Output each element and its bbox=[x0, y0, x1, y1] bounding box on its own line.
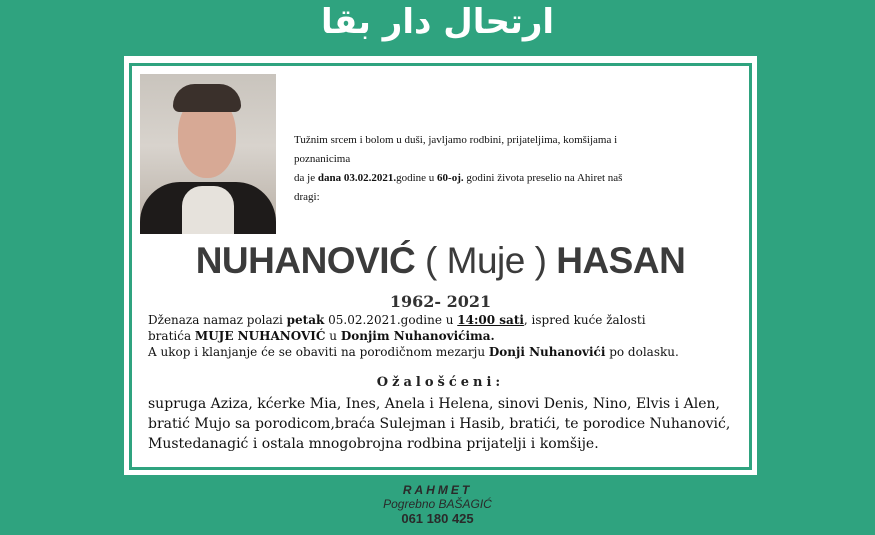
deceased-photo bbox=[140, 74, 276, 234]
funeral-details: Dženaza namaz polazi petak 05.02.2021.godine u 14:00 sati, ispred kuće žalosti bratića MUJE NUHANOVIĆ u Donjim Nuhanovićima. A ukop i klanjanje će se obaviti na porodičnom mezarju Donji Nuhanovići po dolasku. bbox=[148, 313, 679, 359]
deceased-nickname: ( Muje ) bbox=[425, 240, 547, 281]
announcement-text: Tužnim srcem i bolom u duši, javljamo rodbini, prijateljima, komšijama i poznanicima da je dana 03.02.2021.godine u 60-oj. godini života preselio na Ahiret naš dragi: bbox=[294, 134, 623, 203]
footer bbox=[0, 483, 875, 527]
arabic-header: ارتحال دار بقا bbox=[320, 2, 555, 42]
life-years: 1962- 2021 bbox=[389, 292, 492, 311]
obituary-card bbox=[124, 56, 757, 475]
phone-number: 061 180 425 bbox=[401, 511, 474, 526]
mourners-list: supruga Aziza, kćerke Mia, Ines, Anela i Helena, sinovi Denis, Nino, Elvis i Alen, bratić Mujo sa porodicom,braća Sulejman i Hasib, bratići, te porodice Nuhanović, Mustedanagić i ostala mnogobrojna rodbina prijatelji i komšije. bbox=[148, 396, 731, 452]
rahmet-label: RAHMET bbox=[402, 483, 473, 497]
deceased-name: NUHANOVIĆ ( Muje ) HASAN bbox=[195, 240, 686, 281]
mourners-title: Ožalošćeni: bbox=[376, 375, 505, 390]
funeral-company: Pogrebno BAŠAGIĆ bbox=[383, 497, 492, 511]
